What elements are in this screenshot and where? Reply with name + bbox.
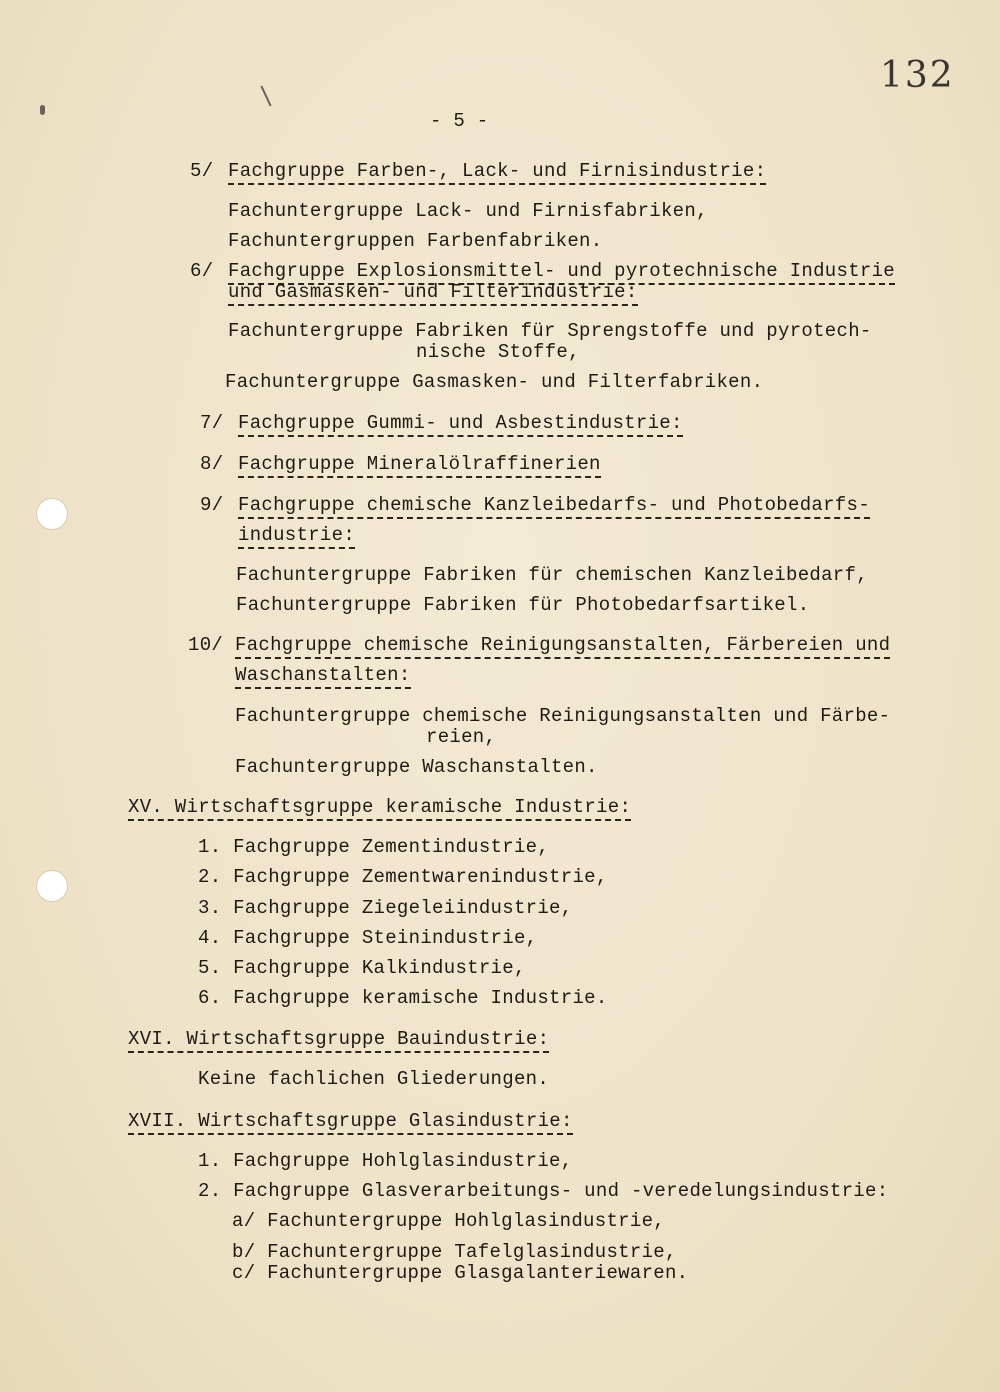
pen-stroke (260, 86, 271, 107)
section-xv-item-1: 1. Fachgruppe Zementindustrie, (198, 836, 550, 858)
item-10-sub-b: Fachuntergruppe Waschanstalten. (235, 756, 598, 778)
section-xv-item-6: 6. Fachgruppe keramische Industrie. (198, 987, 608, 1009)
item-5-sub-b: Fachuntergruppen Farbenfabriken. (228, 230, 603, 252)
section-xvii-item-2b: b/ Fachuntergruppe Tafelglasindustrie, (232, 1241, 677, 1263)
section-xv-item-5: 5. Fachgruppe Kalkindustrie, (198, 957, 526, 979)
section-xv-item-3: 3. Fachgruppe Ziegeleiindustrie, (198, 897, 573, 919)
item-6-sub-a-line1: Fachuntergruppe Fabriken für Sprengstoffe und pyrotech- (228, 320, 872, 342)
item-9-sub-a: Fachuntergruppe Fabriken für chemischen Kanzleibedarf, (236, 564, 868, 586)
item-10-number: 10/ (188, 634, 224, 656)
archive-number: 132 (880, 55, 955, 96)
punch-hole-lower (36, 870, 68, 902)
item-7-heading: Fachgruppe Gummi- und Asbestindustrie: (238, 412, 683, 437)
item-5-heading: Fachgruppe Farben-, Lack- und Firnisindustrie: (228, 160, 766, 185)
item-8-heading: Fachgruppe Mineralölraffinerien (238, 453, 601, 478)
punch-hole-upper (36, 498, 68, 530)
page-number: - 5 - (430, 110, 489, 132)
item-5-sub-a: Fachuntergruppe Lack- und Firnisfabriken, (228, 200, 708, 222)
item-5-number: 5/ (190, 160, 214, 182)
section-xvi-heading: XVI. Wirtschaftsgruppe Bauindustrie: (128, 1028, 549, 1053)
section-xv-heading: XV. Wirtschaftsgruppe keramische Industrie: (128, 796, 631, 821)
section-xvii-item-2c: c/ Fachuntergruppe Glasgalanteriewaren. (232, 1262, 689, 1284)
item-6-number: 6/ (190, 260, 214, 282)
ink-speck (40, 105, 45, 115)
section-xvii-heading: XVII. Wirtschaftsgruppe Glasindustrie: (128, 1110, 573, 1135)
item-7-number: 7/ (200, 412, 224, 434)
section-xv-item-4: 4. Fachgruppe Steinindustrie, (198, 927, 538, 949)
section-xvi-text: Keine fachlichen Gliederungen. (198, 1068, 550, 1090)
item-6-heading-line1: Fachgruppe Explosionsmittel- und pyrotechnische Industrie (228, 260, 895, 285)
item-10-sub-a-line2: reien, (426, 726, 497, 748)
item-9-heading-line2: industrie: (238, 524, 355, 549)
item-9-number: 9/ (200, 494, 224, 516)
item-6-sub-b: Fachuntergruppe Gasmasken- und Filterfabriken. (225, 371, 764, 393)
item-10-heading-line1: Fachgruppe chemische Reinigungsanstalten, Färbereien und (235, 634, 890, 659)
item-6-heading-line2: und Gasmasken- und Filterindustrie: (228, 281, 638, 306)
item-6-sub-a-line2: nische Stoffe, (416, 341, 580, 363)
item-10-heading-line2: Waschanstalten: (235, 664, 411, 689)
item-8-number: 8/ (200, 453, 224, 475)
section-xvii-item-2a: a/ Fachuntergruppe Hohlglasindustrie, (232, 1210, 665, 1232)
item-9-heading-line1: Fachgruppe chemische Kanzleibedarfs- und Photobedarfs- (238, 494, 870, 519)
item-10-sub-a-line1: Fachuntergruppe chemische Reinigungsanstalten und Färbe- (235, 705, 891, 727)
section-xvii-item-2: 2. Fachgruppe Glasverarbeitungs- und -veredelungsindustrie: (198, 1180, 889, 1202)
item-9-sub-b: Fachuntergruppe Fabriken für Photobedarfsartikel. (236, 594, 810, 616)
section-xvii-item-1: 1. Fachgruppe Hohlglasindustrie, (198, 1150, 573, 1172)
section-xv-item-2: 2. Fachgruppe Zementwarenindustrie, (198, 866, 608, 888)
